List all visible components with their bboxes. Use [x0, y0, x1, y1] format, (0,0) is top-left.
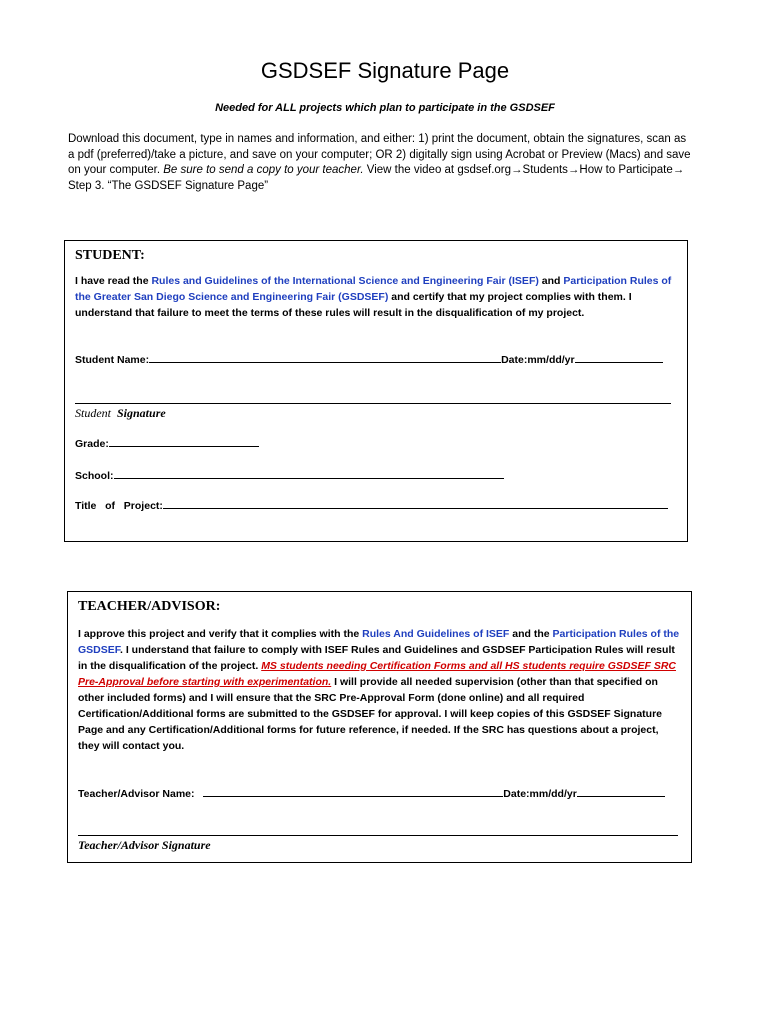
teacher-name-row	[78, 786, 665, 800]
teacher-signature-line[interactable]	[78, 835, 678, 836]
page-title: GSDSEF Signature Page	[260, 58, 510, 83]
teacher-approval-text	[78, 626, 680, 754]
intro-text-1: Download this document, type in names and information, and either: 1) print the document, obtain the signatures, scan as a pdf (preferred)/take a picture, and save on your computer; OR 2) digitally sign using Acrobat or Preview (Macs) and save on your computer.	[68, 133, 691, 176]
project-title-label: Title of Project:	[75, 500, 163, 512]
student-text-2: and	[538, 275, 564, 287]
teacher-name-field[interactable]	[203, 786, 503, 797]
grade-row	[75, 436, 259, 450]
student-signature-label	[75, 406, 166, 421]
teacher-text-3: . I understand that failure to comply with ISEF Rules and Guidelines and GSDSEF Participation Rules will result in the disqualification of the project.	[78, 644, 675, 672]
student-signature-line[interactable]	[75, 403, 671, 404]
student-certification-text	[75, 273, 683, 321]
gsdsef-participation-link[interactable]: Participation Rules of the GSDSEF	[78, 628, 680, 656]
page-subtitle: Needed for ALL projects which plan to participate in the GSDSEF	[215, 102, 555, 114]
student-text-3: and certify that my project complies with them. I understand that failure to meet the terms of these rules will result in the disqualification of my project.	[75, 291, 632, 319]
student-section	[64, 240, 688, 542]
teacher-date-field[interactable]	[577, 786, 665, 797]
intro-italic-text: Be sure to send a copy to your teacher.	[163, 164, 364, 176]
teacher-date-label: Date:mm/dd/yr	[503, 788, 577, 800]
school-row	[75, 468, 504, 482]
project-title-field[interactable]	[163, 498, 668, 509]
gsdsef-rules-link[interactable]: Participation Rules of the Greater San Diego Science and Engineering Fair (GSDSEF)	[75, 275, 672, 303]
school-label: School:	[75, 470, 114, 482]
teacher-heading: TEACHER/ADVISOR:	[78, 599, 221, 614]
teacher-text-4: I will provide all needed supervision (other than that specified on other included forms) and I will ensure that the SRC Pre-Approval Form (done online) and all required Certification/Additional forms are submitted to the GSDSEF for approval. I will keep copies of this GSDSEF Signature Page and any Certification/Additional forms for future reference, if needed. If the SRC has questions about a project, they will contact you.	[78, 676, 663, 752]
isef-guidelines-link[interactable]: Rules And Guidelines of ISEF	[362, 628, 510, 640]
student-date-field[interactable]	[575, 352, 663, 363]
src-preapproval-link[interactable]: MS students needing Certification Forms and all HS students require GSDSEF SRC Pre-Approval before starting with experimentation.	[78, 660, 676, 688]
student-signature-label-2: Signature	[117, 406, 166, 420]
student-name-field[interactable]	[149, 352, 501, 363]
isef-rules-link[interactable]: Rules and Guidelines of the International Science and Engineering Fair (ISEF)	[151, 275, 539, 287]
student-name-row	[75, 352, 663, 366]
teacher-text-2: and the	[509, 628, 553, 640]
grade-field[interactable]	[109, 436, 259, 447]
teacher-name-label: Teacher/Advisor Name:	[78, 788, 195, 800]
school-field[interactable]	[114, 468, 504, 479]
student-date-label: Date:mm/dd/yr	[501, 354, 575, 366]
intro-text-2: View the video at gsdsef.org→Students→How to Participate→ Step 3. “The GSDSEF Signature Page”	[68, 164, 685, 192]
student-signature-label-1: Student	[75, 406, 111, 420]
grade-label: Grade:	[75, 438, 109, 450]
teacher-text-1: I approve this project and verify that it complies with the	[78, 628, 363, 640]
intro-paragraph	[68, 132, 693, 194]
project-title-row	[75, 498, 668, 512]
teacher-section	[67, 591, 692, 863]
student-name-label: Student Name:	[75, 354, 150, 366]
student-text-1: I have read the	[75, 275, 152, 287]
teacher-signature-label: Teacher/Advisor Signature	[78, 838, 211, 852]
student-heading: STUDENT:	[75, 248, 145, 263]
